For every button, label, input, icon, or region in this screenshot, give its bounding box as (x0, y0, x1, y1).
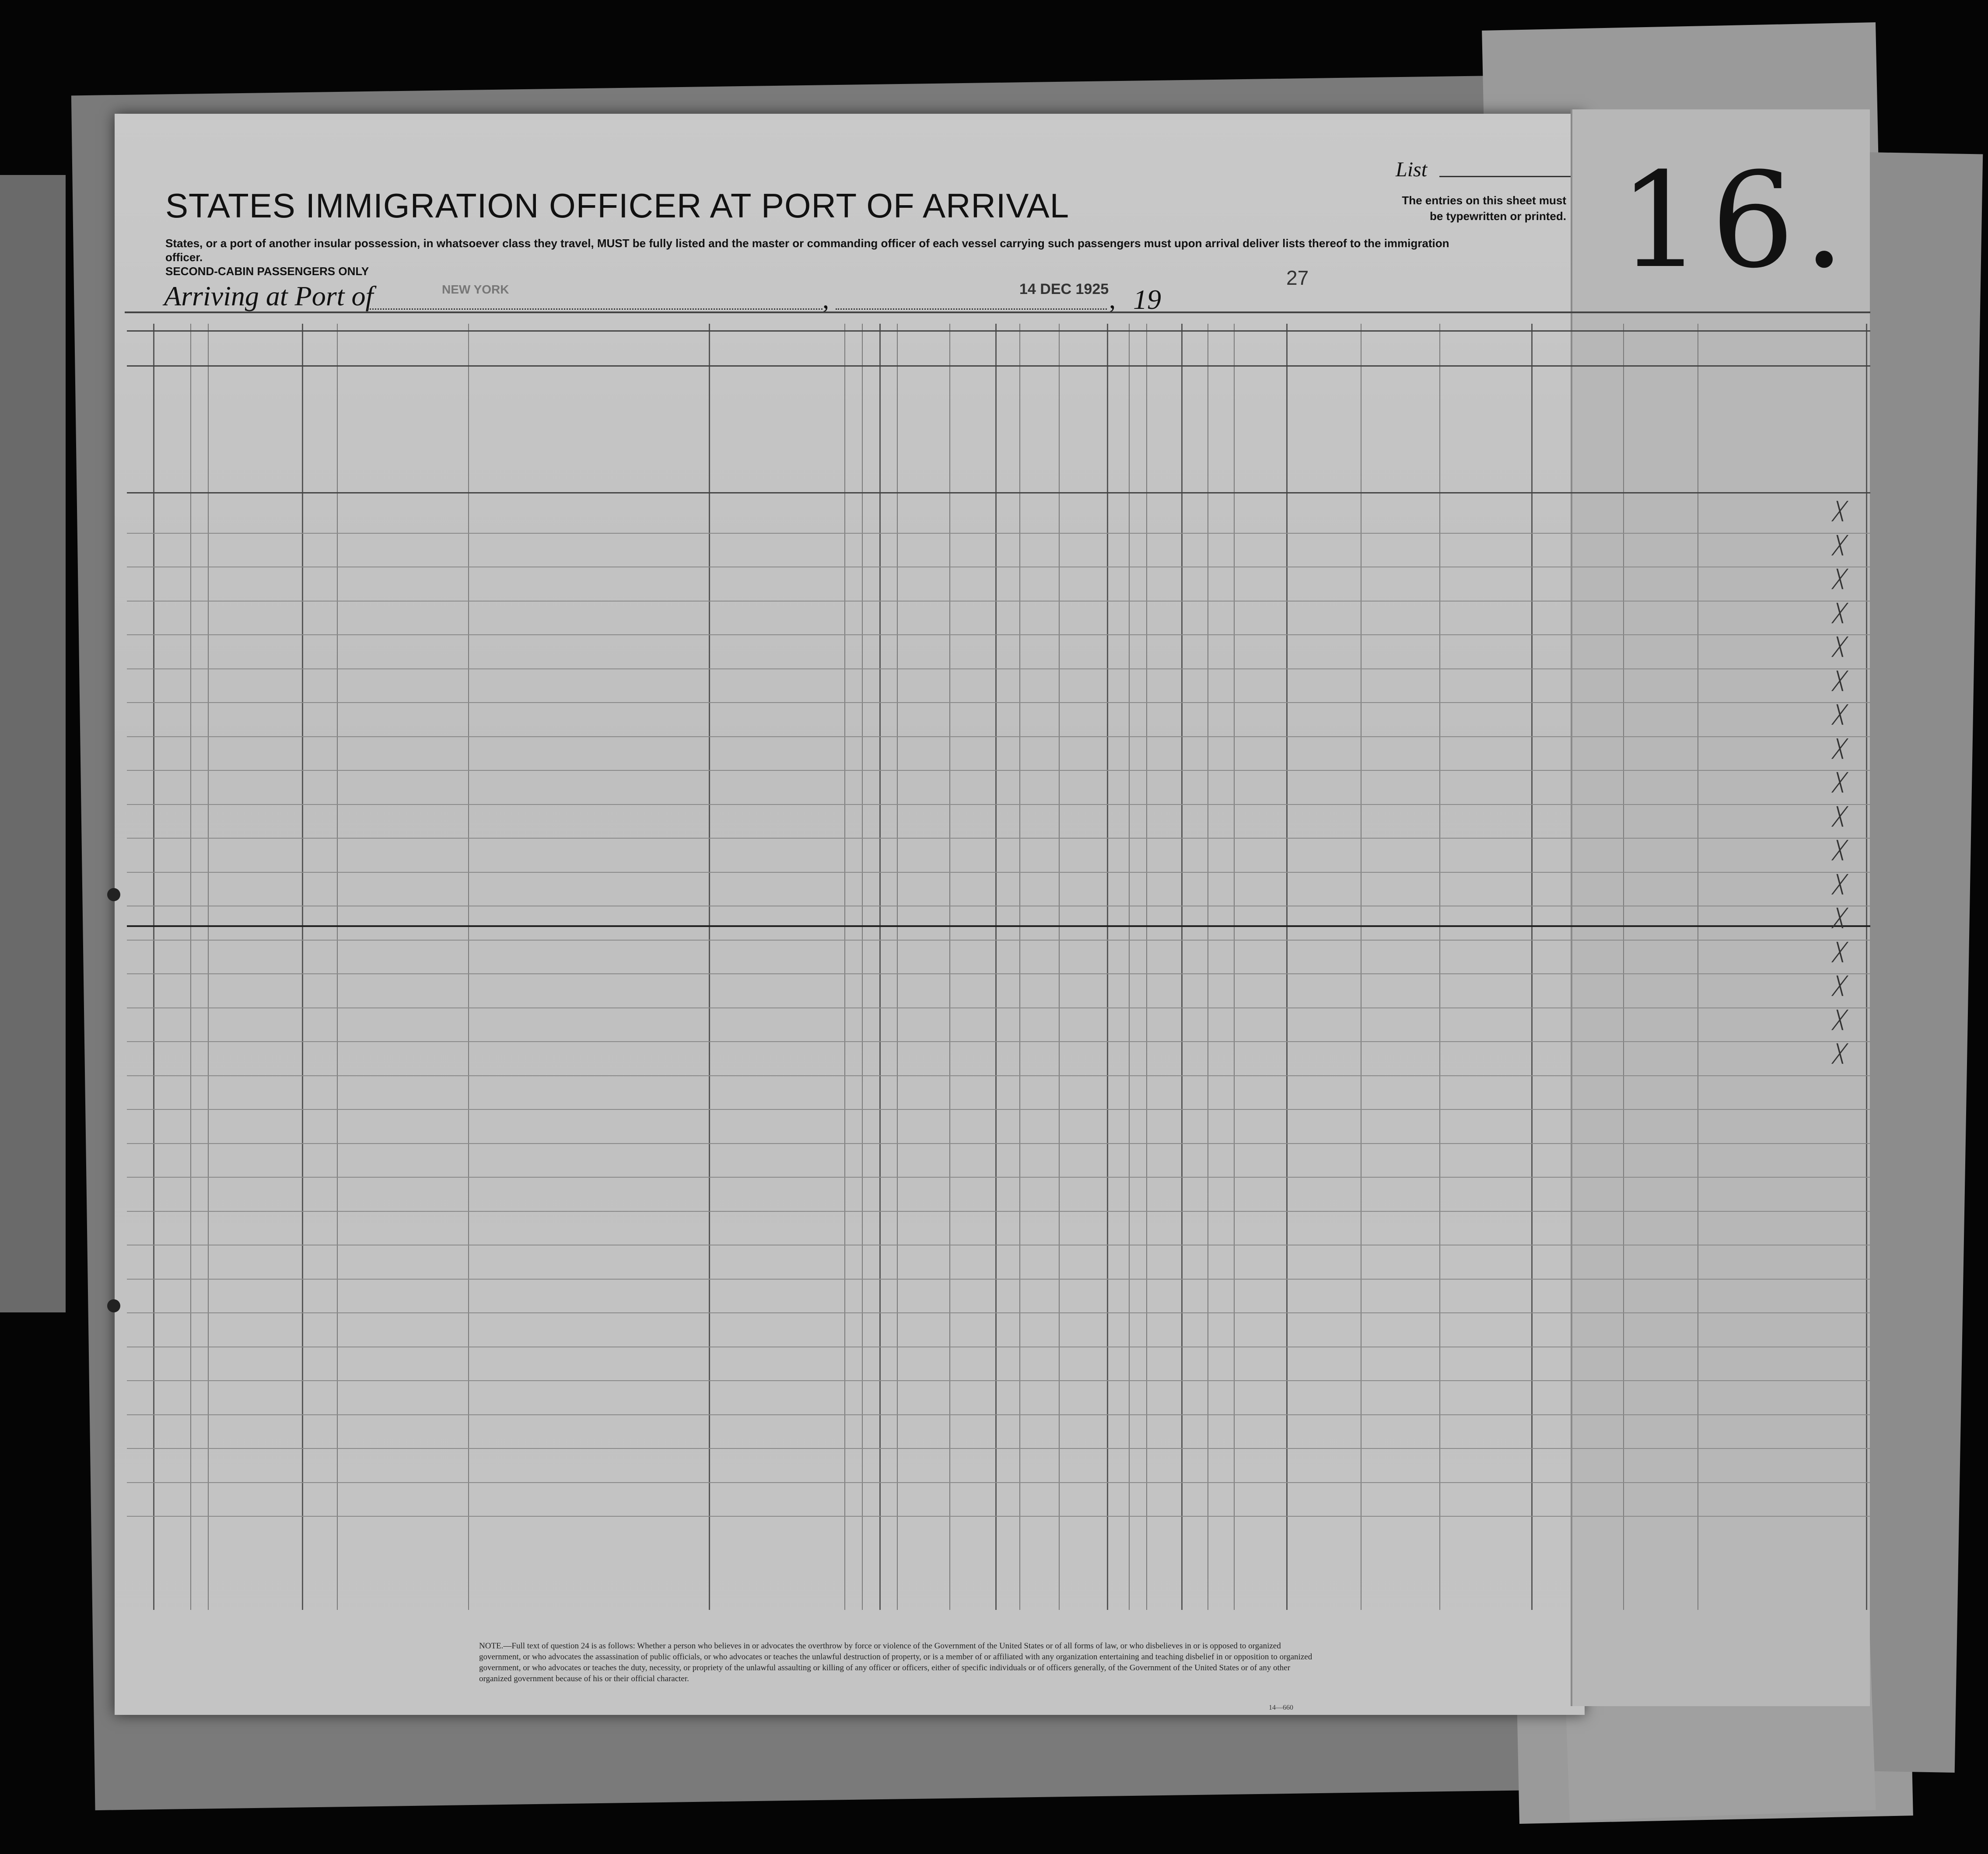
column-divider (1146, 324, 1147, 1610)
column-divider (153, 324, 154, 1610)
column-divider (302, 324, 303, 1610)
manifest-grid (127, 324, 1870, 1610)
footnote: NOTE.—Full text of question 24 is as follows: Whether a person who believes in or advocates the overthrow by force or violence of the Government of the United States or of all forms of law, or who disbelieves in or is opposed to organized government, or who advocates the assassination of public officials, or who advocates or teaches the unlawful destruction of property, or is a member of or affiliated with any organization entertaining and teaching disbelief in or opposition to organized government, or who advocates or teaches the duty, necessity, or propriety of the unlawful assaulting or killing of any officer or officers, either of specific individuals or of officers generally, of the Government of the United States or of any other organized government because of his or their official character. (479, 1641, 1312, 1683)
column-divider (862, 324, 863, 1610)
column-divider (995, 324, 997, 1610)
tick-mark: ╳ (1833, 874, 1844, 894)
background-sheet-left (0, 175, 66, 1312)
row-rule (127, 872, 1870, 873)
column-divider (1361, 324, 1362, 1610)
header-anarchist (932, 367, 947, 486)
form-number: 14—660 (1269, 1704, 1293, 1711)
row-rule (127, 1177, 1870, 1178)
column-divider (1019, 324, 1020, 1610)
row-rule (127, 1143, 1870, 1144)
row-rule (127, 940, 1870, 941)
binder-hole (107, 1299, 120, 1312)
column-divider (1129, 324, 1130, 1610)
arriving-label: Arriving at Port of (164, 280, 374, 311)
row-rule (127, 804, 1870, 805)
section-separator (127, 925, 1870, 927)
port-value: NEW YORK (442, 283, 509, 296)
row-rule (127, 973, 1870, 974)
tick-mark: ╳ (1833, 773, 1844, 792)
row-rule (127, 702, 1870, 703)
row-rule (127, 1007, 1870, 1008)
row-rule (127, 1312, 1870, 1313)
tick-mark: ╳ (1833, 1010, 1844, 1030)
row-rule (127, 1448, 1870, 1449)
column-divider (1107, 324, 1108, 1610)
tick-mark: ╳ (1833, 637, 1844, 657)
column-divider (1286, 324, 1288, 1610)
sheet-number: 16. (1619, 144, 1854, 297)
column-divider (709, 324, 710, 1610)
row-rule (127, 1075, 1870, 1076)
port-line (368, 308, 822, 310)
top-rule (125, 311, 1870, 313)
column-divider (208, 324, 209, 1610)
column-divider (1059, 324, 1060, 1610)
column-divider (1866, 324, 1867, 1610)
header-rule (127, 365, 1870, 367)
subtitle-line2: SECOND-CABIN PASSENGERS ONLY (165, 265, 369, 278)
tick-mark: ╳ (1833, 840, 1844, 860)
typewrite-note-line1: The entries on this sheet must (1402, 194, 1566, 207)
list-line (1439, 176, 1571, 177)
list-label: List (1396, 158, 1428, 181)
column-divider (1439, 324, 1440, 1610)
tick-mark: ╳ (1833, 535, 1844, 555)
subtitle-line1: States, or a port of another insular possession, in whatsoever class they travel, MUST be fully listed and the master or commanding officer of each vessel carrying such passengers must upon arrival deliver lists thereof to the immigration officer. (165, 237, 1449, 264)
header-possession-50 (304, 367, 335, 486)
tick-mark: ╳ (1833, 908, 1844, 928)
tick-mark: ╳ (1833, 976, 1844, 996)
column-divider (337, 324, 338, 1610)
column-divider (1531, 324, 1533, 1610)
row-rule (127, 601, 1870, 602)
stamp-27: 27 (1286, 266, 1309, 289)
row-rule (127, 1414, 1870, 1415)
row-rule (127, 1041, 1870, 1042)
column-divider (949, 324, 950, 1610)
page-title: STATES IMMIGRATION OFFICER AT PORT OF ARRIVAL (165, 186, 1070, 225)
row-rule (127, 1482, 1870, 1483)
row-rule (127, 1516, 1870, 1517)
column-divider (190, 324, 191, 1610)
comma: , (822, 285, 829, 314)
column-divider (1181, 324, 1183, 1610)
date-stamp: 14 DEC 1925 (1019, 281, 1109, 297)
tick-mark: ╳ (1833, 705, 1844, 724)
header-ticket (192, 367, 206, 486)
column-divider (468, 324, 469, 1610)
tick-mark: ╳ (1833, 1044, 1844, 1063)
typewrite-note-line2: be typewritten or printed. (1429, 210, 1566, 223)
header-rule (127, 330, 1870, 332)
tick-mark: ╳ (1833, 603, 1844, 623)
row-rule (127, 533, 1870, 534)
row-rule (127, 1211, 1870, 1212)
row-rule (127, 736, 1870, 737)
comma: , (1109, 285, 1116, 314)
row-rule (127, 668, 1870, 669)
binder-hole (107, 888, 120, 901)
tick-mark: ╳ (1833, 806, 1844, 826)
typewrite-note (1365, 192, 1566, 224)
column-divider (1623, 324, 1624, 1610)
tick-mark: ╳ (1833, 569, 1844, 589)
tick-mark: ╳ (1833, 671, 1844, 691)
year-prefix: 19 (1133, 284, 1161, 315)
column-divider (844, 324, 845, 1610)
column-divider (879, 324, 881, 1610)
column-divider (897, 324, 898, 1610)
header-polygamist (898, 367, 914, 486)
row-rule (127, 770, 1870, 771)
row-rule (127, 1380, 1870, 1381)
tick-mark: ╳ (1833, 738, 1844, 759)
row-rule (127, 634, 1870, 635)
row-rule (127, 1279, 1870, 1280)
date-line (836, 308, 1107, 310)
subtitle (165, 236, 1478, 278)
tick-mark: ╳ (1833, 501, 1844, 521)
row-rule (127, 838, 1870, 839)
column-divider (1234, 324, 1235, 1610)
row-rule (127, 1109, 1870, 1110)
header-rule (127, 492, 1870, 493)
tick-mark: ╳ (1833, 942, 1844, 962)
